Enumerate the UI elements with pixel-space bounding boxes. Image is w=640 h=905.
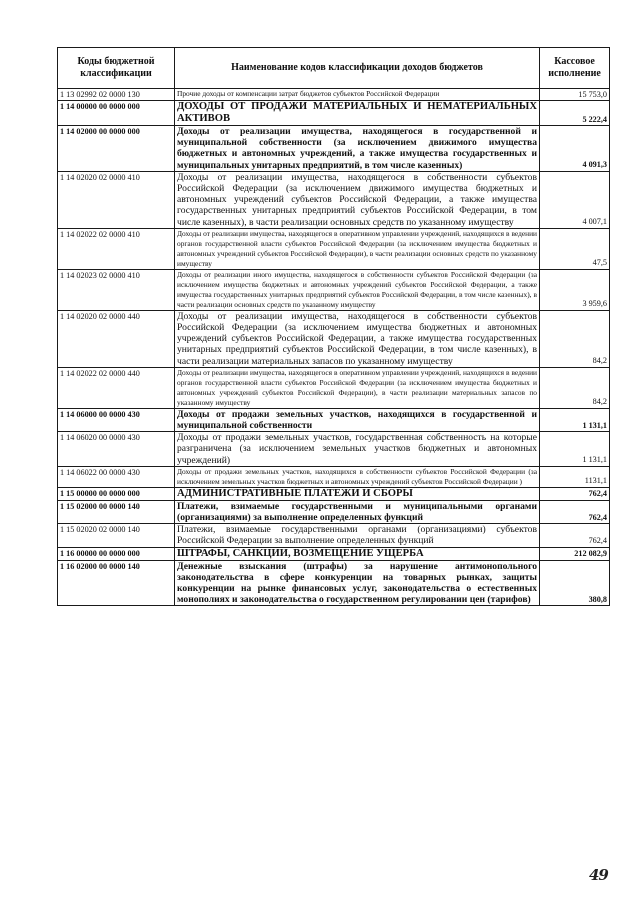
row-amount: 84,2 [540, 310, 610, 367]
row-amount: 380,8 [540, 560, 610, 606]
row-name: Прочие доходы от компенсации затрат бюджетов субъектов Российской Федерации [175, 89, 540, 101]
row-amount: 1 131,1 [540, 432, 610, 467]
row-amount: 3 959,6 [540, 269, 610, 310]
row-amount: 1 131,1 [540, 408, 610, 431]
row-code: 1 14 02022 02 0000 410 [58, 228, 175, 269]
row-name: Доходы от продажи земельных участков, находящихся в государственной и муниципальной собственности [175, 408, 540, 431]
row-code: 1 15 02020 02 0000 140 [58, 524, 175, 547]
table-row [58, 101, 610, 126]
row-code: 1 15 00000 00 0000 000 [58, 487, 175, 500]
table-body [58, 89, 610, 606]
row-amount: 15 753,0 [540, 89, 610, 101]
row-code: 1 14 02020 02 0000 410 [58, 171, 175, 228]
table-row [58, 269, 610, 310]
row-amount: 762,4 [540, 524, 610, 547]
header-amount: Кассовое исполнение [540, 48, 610, 89]
row-name: Денежные взыскания (штрафы) за нарушение антимонопольного законодательства в сфере конкуренции на товарных рынках, защиты конкуренции на рынке финансовых услуг, законодательства о естественных монополиях и законодательства о государственном регулировании цен (тарифов) [175, 560, 540, 606]
table-header-row [58, 48, 610, 89]
row-name: Доходы от реализации иного имущества, находящегося в собственности субъектов Российской Федерации (за исключением имущества бюджетных и автономных учреждений субъектов Российской Федерации, а также имущества государственных унитарных предприятий субъектов Российской Федерации, в том числе казенных), в части реализации основных средств по указанному имуществу [175, 269, 540, 310]
row-code: 1 16 02000 00 0000 140 [58, 560, 175, 606]
row-name: Платежи, взимаемые государственными органами (организациями) субъектов Российской Федерации за выполнение определенных функций [175, 524, 540, 547]
table-row [58, 466, 610, 487]
row-name: Доходы от реализации имущества, находящегося в оперативном управлении учреждений, находящихся в ведении органов государственной власти субъектов Российской Федерации (за исключением имущества бюджетных и автономных учреждений субъектов Российской Федерации), в части реализации основных средств по указанному имуществу [175, 228, 540, 269]
table-row [58, 89, 610, 101]
row-amount: 5 222,4 [540, 101, 610, 126]
table-row [58, 310, 610, 367]
header-name: Наименование кодов классификации доходов бюджетов [175, 48, 540, 89]
row-name: ДОХОДЫ ОТ ПРОДАЖИ МАТЕРИАЛЬНЫХ И НЕМАТЕРИАЛЬНЫХ АКТИВОВ [175, 101, 540, 126]
page-number: 49 [589, 866, 608, 884]
table-row [58, 432, 610, 467]
row-code: 1 14 06020 00 0000 430 [58, 432, 175, 467]
table-row [58, 547, 610, 560]
row-amount: 762,4 [540, 487, 610, 500]
row-amount: 4 091,3 [540, 126, 610, 172]
table-row [58, 367, 610, 408]
row-code: 1 14 00000 00 0000 000 [58, 101, 175, 126]
table-row [58, 228, 610, 269]
row-code: 1 16 00000 00 0000 000 [58, 547, 175, 560]
row-name: Платежи, взимаемые государственными и муниципальными органами (организациями) за выполнение определенных функций [175, 500, 540, 523]
table-row [58, 560, 610, 606]
row-name: ШТРАФЫ, САНКЦИИ, ВОЗМЕЩЕНИЕ УЩЕРБА [175, 547, 540, 560]
row-name: Доходы от продажи земельных участков, государственная собственность на которые разграничена (за исключением земельных участков бюджетных и автономных учреждений) [175, 432, 540, 467]
row-amount: 47,5 [540, 228, 610, 269]
row-amount: 762,4 [540, 500, 610, 523]
table-row [58, 524, 610, 547]
row-code: 1 15 02000 00 0000 140 [58, 500, 175, 523]
header-code: Коды бюджетной классификации [58, 48, 175, 89]
table-row [58, 487, 610, 500]
table-row [58, 500, 610, 523]
table-row [58, 171, 610, 228]
row-name: Доходы от реализации имущества, находящегося в собственности субъектов Российской Федерации (за исключением движимого имущества бюджетных и автономных учреждений субъектов Российской Федерации, а также имущества государственных унитарных предприятий субъектов Российской Федерации, в том числе казенных), в части реализации основных средств по указанному имуществу [175, 171, 540, 228]
row-amount: 1131,1 [540, 466, 610, 487]
table-row [58, 126, 610, 172]
row-code: 1 14 02022 02 0000 440 [58, 367, 175, 408]
table-row [58, 408, 610, 431]
row-name: Доходы от реализации имущества, находящегося в собственности субъектов Российской Федерации (за исключением имущества бюджетных и автономных учреждений субъектов Российской Федерации, а также имущества государственных унитарных предприятий субъектов Российской Федерации, в том числе казенных), в части реализации материальных запасов по указанному имуществу [175, 310, 540, 367]
row-code: 1 14 02023 02 0000 410 [58, 269, 175, 310]
row-amount: 4 007,1 [540, 171, 610, 228]
row-amount: 84,2 [540, 367, 610, 408]
row-code: 1 14 06022 00 0000 430 [58, 466, 175, 487]
budget-table-sheet [57, 47, 609, 606]
row-name: АДМИНИСТРАТИВНЫЕ ПЛАТЕЖИ И СБОРЫ [175, 487, 540, 500]
row-code: 1 14 02000 00 0000 000 [58, 126, 175, 172]
row-amount: 212 082,9 [540, 547, 610, 560]
row-code: 1 14 06000 00 0000 430 [58, 408, 175, 431]
row-code: 1 13 02992 02 0000 130 [58, 89, 175, 101]
row-name: Доходы от продажи земельных участков, находящихся в собственности субъектов Российской Федерации (за исключением земельных участков бюджетных и автономных учреждений субъектов Российской Федерации ) [175, 466, 540, 487]
row-name: Доходы от реализации имущества, находящегося в государственной и муниципальной собственности (за исключением движимого имущества бюджетных и автономных учреждений, а также имущества государственных и муниципальных унитарных предприятий, в том числе казенных) [175, 126, 540, 172]
revenue-table [57, 47, 610, 606]
row-name: Доходы от реализации имущества, находящегося в оперативном управлении учреждений, находящихся в ведении органов государственной власти субъектов Российской Федерации (за исключением имущества бюджетных и автономных учреждений субъектов Российской Федерации), в части реализации материальных запасов по указанному имуществу [175, 367, 540, 408]
row-code: 1 14 02020 02 0000 440 [58, 310, 175, 367]
